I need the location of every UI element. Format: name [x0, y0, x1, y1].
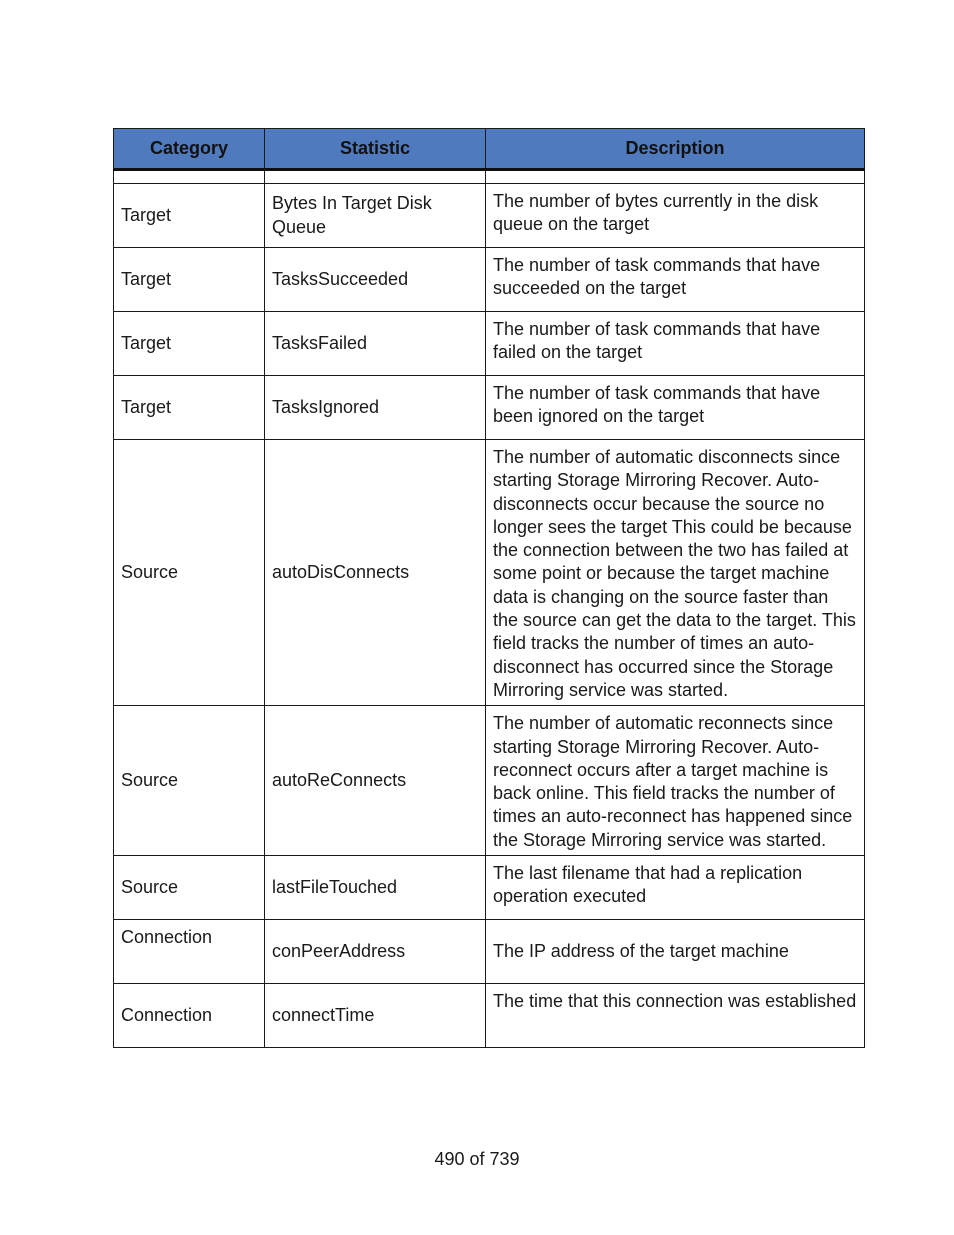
category-cell: Connection — [114, 984, 265, 1048]
description-cell: The IP address of the target machine — [486, 920, 865, 984]
category-cell: Connection — [114, 920, 265, 984]
statistic-cell: TasksSucceeded — [265, 248, 486, 312]
header-description: Description — [486, 129, 865, 170]
table-row — [114, 376, 865, 440]
statistic-cell: connectTime — [265, 984, 486, 1048]
page-number: 490 of 739 — [434, 1149, 520, 1169]
table-row — [114, 248, 865, 312]
statistics-table — [113, 128, 865, 1048]
statistic-cell: lastFileTouched — [265, 856, 486, 920]
description-cell: The number of bytes currently in the disk queue on the target — [486, 184, 865, 248]
category-cell: Source — [114, 706, 265, 856]
category-cell: Target — [114, 248, 265, 312]
description-cell: The number of task commands that have failed on the target — [486, 312, 865, 376]
spacer-cell — [265, 170, 486, 184]
table-row — [114, 856, 865, 920]
description-cell: The number of automatic reconnects since starting Storage Mirroring Recover. Auto-reconnect occurs after a target machine is back online. This field tracks the number of times an auto-reconnect has happened since the Storage Mirroring service was started. — [486, 706, 865, 856]
category-cell: Target — [114, 376, 265, 440]
header-statistic: Statistic — [265, 129, 486, 170]
category-cell: Target — [114, 184, 265, 248]
statistic-cell: TasksFailed — [265, 312, 486, 376]
table-row — [114, 312, 865, 376]
table-row — [114, 984, 865, 1048]
statistic-cell: conPeerAddress — [265, 920, 486, 984]
table-row — [114, 440, 865, 706]
description-cell: The number of task commands that have succeeded on the target — [486, 248, 865, 312]
statistic-cell: TasksIgnored — [265, 376, 486, 440]
description-cell: The time that this connection was established — [486, 984, 865, 1048]
spacer-cell — [114, 170, 265, 184]
table-row — [114, 920, 865, 984]
table-spacer-row — [114, 170, 865, 184]
spacer-cell — [486, 170, 865, 184]
category-cell: Source — [114, 856, 265, 920]
header-category: Category — [114, 129, 265, 170]
description-cell: The number of automatic disconnects since starting Storage Mirroring Recover. Auto-disconnects occur because the source no longer sees the target This could be because the connection between the two has failed at some point or because the target machine data is changing on the source faster than the source can get the data to the target. This field tracks the number of times an auto-disconnect has occurred since the Storage Mirroring service was started. — [486, 440, 865, 706]
description-cell: The last filename that had a replication operation executed — [486, 856, 865, 920]
table-row — [114, 184, 865, 248]
table-row — [114, 706, 865, 856]
statistic-cell: autoDisConnects — [265, 440, 486, 706]
statistic-cell: Bytes In Target Disk Queue — [265, 184, 486, 248]
category-cell: Source — [114, 440, 265, 706]
category-cell: Target — [114, 312, 265, 376]
statistic-cell: autoReConnects — [265, 706, 486, 856]
table-header-row — [114, 129, 865, 170]
description-cell: The number of task commands that have been ignored on the target — [486, 376, 865, 440]
